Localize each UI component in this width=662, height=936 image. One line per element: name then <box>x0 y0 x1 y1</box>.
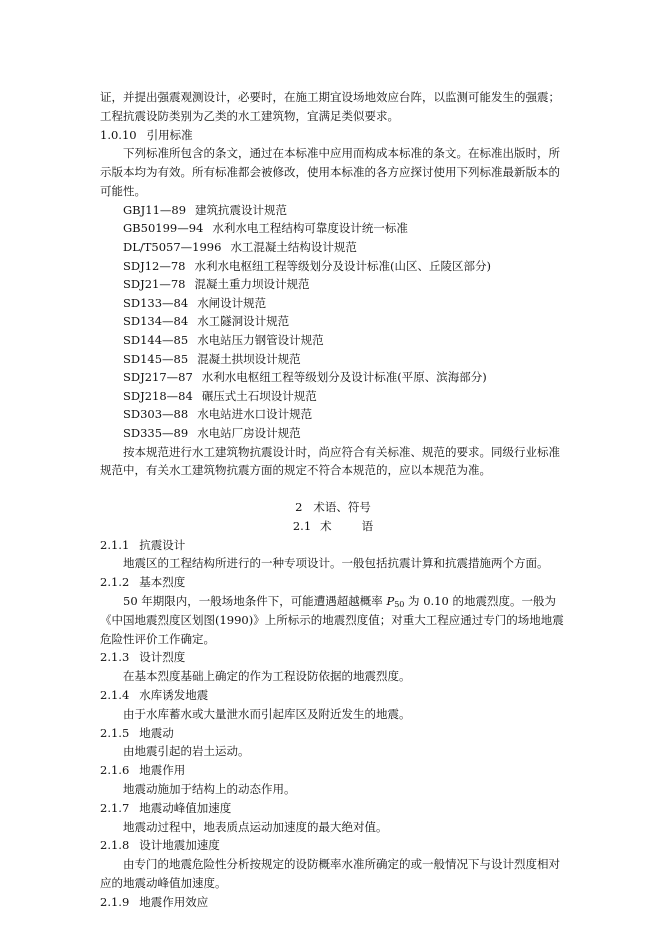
standard-item <box>100 219 566 238</box>
term-number: 2.1.1 <box>100 537 130 552</box>
term-definition: 由地震引起的岩土运动。 <box>123 744 250 759</box>
term-number: 2.1.8 <box>100 838 130 853</box>
standard-code: SD145—85 <box>123 351 189 366</box>
standard-item <box>100 257 566 276</box>
term-title: 抗震设计 <box>139 537 186 552</box>
section-paragraph: 下列标准所包含的条文，通过在本标准中应用而构成本标准的条文。在标准出版时，所示版本均为有效。所有标准都会被修改，使用本标准的各方应探讨使用下列标准最新版本的可能性。 <box>100 146 560 198</box>
term-heading <box>100 686 566 705</box>
standard-code: SDJ218—84 <box>123 388 193 403</box>
standard-item <box>100 201 566 220</box>
standards-list <box>100 201 566 443</box>
term-title: 基本烈度 <box>139 575 186 590</box>
standard-name: 水利水电工程结构可靠度设计统一标准 <box>212 221 408 236</box>
standard-item <box>100 331 566 350</box>
standard-item <box>100 387 566 406</box>
standard-code: GB50199—94 <box>123 221 204 236</box>
standard-code: SD144—85 <box>123 332 189 347</box>
term-title: 水库诱发地震 <box>139 688 209 703</box>
standard-code: GBJ11—89 <box>123 202 187 217</box>
term-heading <box>100 536 566 555</box>
standard-name: 水闸设计规范 <box>197 295 267 310</box>
term-definition <box>100 592 566 648</box>
section-title: 引用标准 <box>146 127 193 142</box>
term-definition-part: 50 年期限内，一般场地条件下，可能遭遇超越概率 <box>123 594 387 609</box>
term-heading <box>100 573 566 592</box>
standard-name: 水电站厂房设计规范 <box>197 425 301 440</box>
standard-name: 混凝土拱坝设计规范 <box>197 351 301 366</box>
term-number: 2.1.6 <box>100 763 130 778</box>
standard-item <box>100 405 566 424</box>
section-number: 1.0.10 <box>100 127 137 142</box>
subsection-title <box>100 517 566 536</box>
term-heading <box>100 893 566 912</box>
document-page <box>100 88 566 912</box>
standard-code: DL/T5057—1996 <box>123 239 222 254</box>
standard-name: 水利水电枢纽工程等级划分及设计标准(山区、丘陵区部分) <box>194 258 491 273</box>
chapter-number: 2 <box>295 500 303 515</box>
standard-item <box>100 294 566 313</box>
standard-item <box>100 275 566 294</box>
term-definition: 由于水库蓄水或大量泄水而引起库区及附近发生的地震。 <box>123 706 411 721</box>
term-heading <box>100 836 566 855</box>
term-number: 2.1.5 <box>100 725 130 740</box>
term-title: 设计地震加速度 <box>139 838 220 853</box>
term-heading <box>100 648 566 667</box>
standard-code: SD134—84 <box>123 314 189 329</box>
term-definition-part: 为 0.10 的地震烈度。一般为《中国地震烈度区划图(1990)》上所标示的地震烈度值；对重大工程应通过专门的场地地震危险性评价工作确定。 <box>100 594 564 646</box>
standard-name: 水电站进水口设计规范 <box>197 407 313 422</box>
probability-symbol: P <box>386 594 395 609</box>
standard-name: 碾压式土石坝设计规范 <box>201 388 317 403</box>
standard-item <box>100 368 566 387</box>
term-definition: 在基本烈度基础上确定的作为工程设防依据的地震烈度。 <box>123 669 411 684</box>
standard-name: 水利水电枢纽工程等级划分及设计标准(平原、滨海部分) <box>201 370 487 385</box>
chapter-title <box>100 498 566 517</box>
term-title: 设计烈度 <box>139 650 186 665</box>
standard-name: 混凝土重力坝设计规范 <box>194 277 310 292</box>
standard-item <box>100 350 566 369</box>
standard-code: SD133—84 <box>123 295 189 310</box>
standard-name: 水工隧洞设计规范 <box>197 314 290 329</box>
probability-subscript: 50 <box>394 600 405 610</box>
term-title: 地震作用效应 <box>139 894 209 909</box>
term-title: 地震动 <box>139 725 174 740</box>
term-title: 地震动峰值加速度 <box>139 800 232 815</box>
term-heading <box>100 724 566 743</box>
term-number: 2.1.4 <box>100 688 130 703</box>
subsection-title-a: 术 <box>320 518 332 533</box>
standard-code: SDJ21—78 <box>123 277 186 292</box>
intro-line-2: 工程抗震设防类别为乙类的水工建筑物，宜满足类似要求。 <box>100 108 399 123</box>
subsection-number: 2.1 <box>292 518 312 533</box>
section-heading <box>100 126 566 145</box>
subsection-title-b: 语 <box>361 518 374 533</box>
term-definition: 地震动施加于结构上的动态作用。 <box>123 782 296 797</box>
standard-name: 建筑抗震设计规范 <box>195 202 288 217</box>
standard-code: SDJ217—87 <box>123 370 193 385</box>
standard-name: 水电站压力钢管设计规范 <box>197 332 324 347</box>
standard-item <box>100 312 566 331</box>
standard-item <box>100 238 566 257</box>
term-definition: 地震区的工程结构所进行的一种专项设计。一般包括抗震计算和抗震措施两个方面。 <box>123 556 549 571</box>
term-number: 2.1.3 <box>100 650 130 665</box>
term-heading <box>100 799 566 818</box>
term-heading <box>100 761 566 780</box>
standard-code: SD335—89 <box>123 425 189 440</box>
term-definition: 由专门的地震危险性分析按规定的设防概率水准所确定的或一般情况下与设计烈度相对应的地震动峰值加速度。 <box>100 857 560 891</box>
term-title: 地震作用 <box>139 763 186 778</box>
term-number: 2.1.9 <box>100 894 130 909</box>
standard-code: SD303—88 <box>123 407 189 422</box>
term-number: 2.1.2 <box>100 575 130 590</box>
standard-name: 水工混凝土结构设计规范 <box>230 239 357 254</box>
chapter-name: 术语、符号 <box>313 500 371 515</box>
section-closing: 按本规范进行水工建筑物抗震设计时，尚应符合有关标准、规范的要求。同级行业标准规范中，有关水工建筑物抗震方面的规定不符合本规范的，应以本规范为准。 <box>100 444 560 478</box>
standard-item <box>100 424 566 443</box>
intro-line-1: 证，并提出强震观测设计，必要时，在施工期宜设场地效应台阵，以监测可能发生的强震； <box>100 90 560 104</box>
term-definition: 地震动过程中，地表质点运动加速度的最大绝对值。 <box>123 819 388 834</box>
standard-code: SDJ12—78 <box>123 258 186 273</box>
term-number: 2.1.7 <box>100 800 130 815</box>
